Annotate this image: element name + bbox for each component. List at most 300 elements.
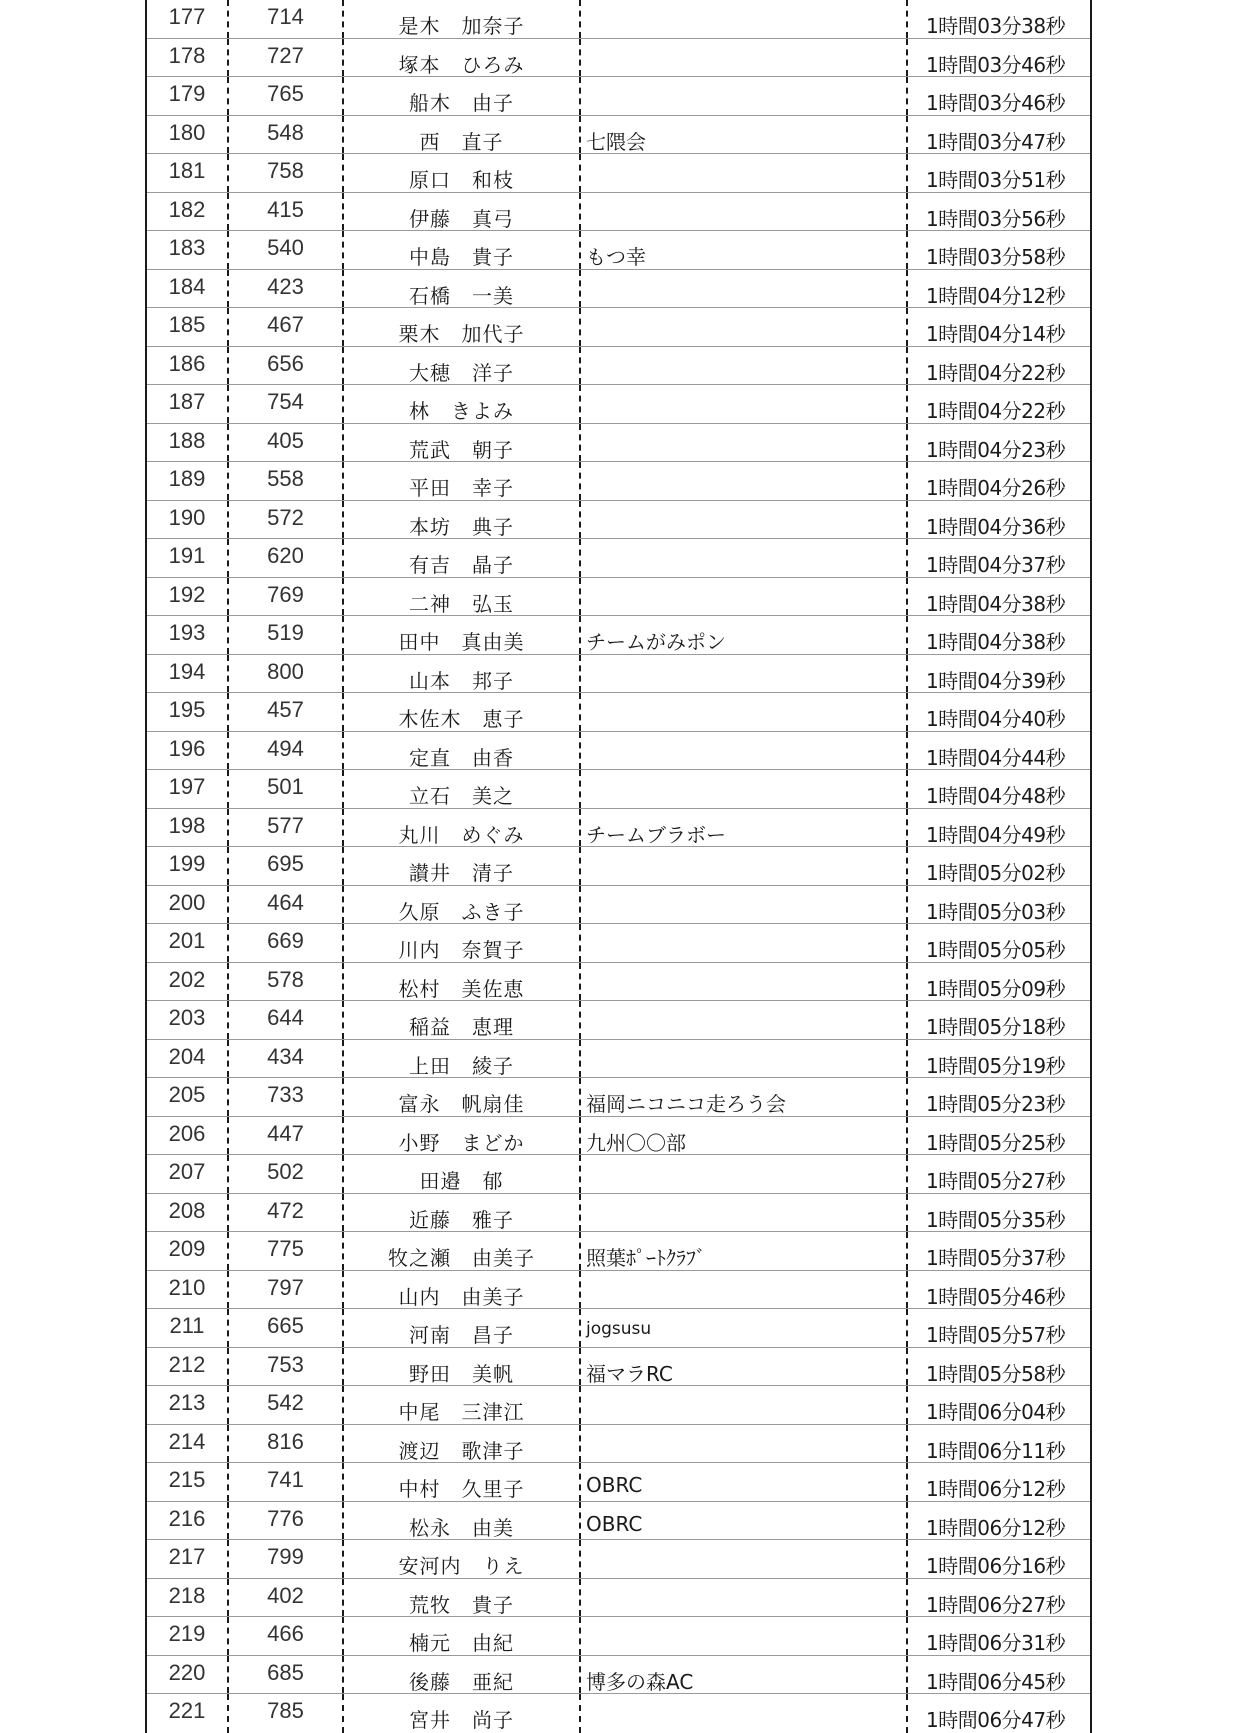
column-divider xyxy=(342,1502,344,1540)
table-row xyxy=(147,847,1090,886)
team-cell xyxy=(581,1540,906,1578)
bib-number-cell: 769 xyxy=(267,581,304,607)
column-divider xyxy=(342,1540,344,1578)
finish-time-cell: 1時間04分12秒 xyxy=(926,283,1066,308)
column-divider xyxy=(906,616,908,654)
bib-number-cell: 656 xyxy=(267,350,304,376)
runner-name-cell: 松村 美佐恵 xyxy=(398,976,525,1001)
team-cell xyxy=(581,924,906,962)
column-divider xyxy=(906,0,908,38)
column-divider xyxy=(579,616,581,654)
column-divider xyxy=(906,231,908,269)
column-divider xyxy=(227,1001,229,1039)
bib-number-cell: 434 xyxy=(267,1043,304,1069)
finish-time-cell: 1時間04分23秒 xyxy=(926,437,1066,462)
table-row xyxy=(147,1425,1090,1464)
team-cell xyxy=(581,1271,906,1309)
runner-name-cell: 渡辺 歌津子 xyxy=(398,1438,525,1463)
column-divider xyxy=(906,1271,908,1309)
team-cell: jogsusu xyxy=(586,1319,652,1339)
rank-cell: 216 xyxy=(168,1505,206,1531)
table-row xyxy=(147,1155,1090,1194)
bib-number-cell: 799 xyxy=(267,1544,304,1569)
bib-number-cell: 540 xyxy=(267,235,304,260)
bib-number-cell: 447 xyxy=(267,1120,304,1146)
runner-name-cell: 近藤 雅子 xyxy=(409,1207,514,1232)
rank-cell: 209 xyxy=(168,1236,206,1261)
column-divider xyxy=(227,1617,229,1655)
rank-cell: 193 xyxy=(168,620,206,645)
column-divider xyxy=(579,1502,581,1540)
rank-cell: 201 xyxy=(168,928,206,953)
team-cell xyxy=(581,1040,906,1078)
table-row xyxy=(147,1502,1090,1541)
runner-name-cell: 河南 昌子 xyxy=(409,1323,514,1347)
column-divider xyxy=(906,539,908,577)
team-cell xyxy=(581,539,906,577)
column-divider xyxy=(906,578,908,616)
team-cell xyxy=(581,1386,906,1424)
team-cell xyxy=(581,1579,906,1617)
column-divider xyxy=(227,385,229,423)
column-divider xyxy=(906,1656,908,1694)
bib-number-cell: 577 xyxy=(267,812,304,838)
runner-name-cell: 原口 和枝 xyxy=(409,168,514,192)
column-divider xyxy=(579,1386,581,1424)
team-cell xyxy=(581,847,906,885)
column-divider xyxy=(579,924,581,962)
table-row xyxy=(147,1579,1090,1618)
runner-name-cell: 楠元 由紀 xyxy=(409,1631,514,1655)
column-divider xyxy=(342,1617,344,1655)
column-divider xyxy=(342,847,344,885)
column-divider xyxy=(579,154,581,192)
finish-time-cell: 1時間03分56秒 xyxy=(926,206,1066,231)
column-divider xyxy=(342,308,344,346)
team-cell xyxy=(581,77,906,115)
table-row xyxy=(147,963,1090,1002)
finish-time-cell: 1時間06分16秒 xyxy=(926,1554,1066,1578)
column-divider xyxy=(579,308,581,346)
column-divider xyxy=(342,231,344,269)
table-row xyxy=(147,193,1090,232)
bib-number-cell: 758 xyxy=(267,158,304,183)
column-divider xyxy=(342,116,344,154)
column-divider xyxy=(342,693,344,731)
team-cell xyxy=(581,1155,906,1193)
team-cell xyxy=(581,424,906,462)
finish-time-cell: 1時間05分25秒 xyxy=(926,1130,1066,1155)
column-divider xyxy=(342,1117,344,1155)
column-divider xyxy=(227,193,229,231)
column-divider xyxy=(342,1155,344,1193)
finish-time-cell: 1時間04分38秒 xyxy=(926,630,1066,654)
column-divider xyxy=(342,154,344,192)
column-divider xyxy=(227,539,229,577)
bib-number-cell: 457 xyxy=(267,697,304,722)
rank-cell: 215 xyxy=(168,1467,206,1492)
column-divider xyxy=(906,308,908,346)
column-divider xyxy=(579,809,581,847)
finish-time-cell: 1時間03分38秒 xyxy=(926,14,1066,38)
column-divider xyxy=(342,924,344,962)
rank-cell: 200 xyxy=(168,889,206,915)
column-divider xyxy=(906,1309,908,1347)
team-cell xyxy=(581,308,906,346)
column-divider xyxy=(906,1001,908,1039)
finish-time-cell: 1時間05分02秒 xyxy=(926,861,1066,885)
bib-number-cell: 727 xyxy=(267,42,304,68)
runner-name-cell: 立石 美之 xyxy=(409,784,514,808)
table-row xyxy=(147,616,1090,655)
team-cell: OBRC xyxy=(586,1473,643,1497)
runner-name-cell: 牧之瀬 由美子 xyxy=(388,1246,535,1270)
table-row xyxy=(147,1348,1090,1387)
bib-number-cell: 775 xyxy=(267,1236,304,1261)
runner-name-cell: 船木 由子 xyxy=(409,91,514,115)
column-divider xyxy=(579,424,581,462)
bib-number-cell: 733 xyxy=(267,1082,304,1107)
rank-cell: 214 xyxy=(168,1428,206,1454)
runner-name-cell: 二神 弘玉 xyxy=(409,591,514,616)
bib-number-cell: 644 xyxy=(267,1005,304,1030)
team-cell xyxy=(581,1194,906,1232)
column-divider xyxy=(579,1425,581,1463)
runner-name-cell: 久原 ふき子 xyxy=(398,899,525,924)
team-cell xyxy=(581,347,906,385)
bib-number-cell: 695 xyxy=(267,851,304,876)
column-divider xyxy=(342,347,344,385)
rank-cell: 204 xyxy=(168,1043,206,1069)
finish-time-cell: 1時間06分27秒 xyxy=(926,1592,1066,1617)
table-row xyxy=(147,886,1090,925)
finish-time-cell: 1時間05分27秒 xyxy=(926,1169,1066,1193)
column-divider xyxy=(906,847,908,885)
column-divider xyxy=(579,1656,581,1694)
rank-cell: 177 xyxy=(168,4,206,29)
column-divider xyxy=(342,39,344,77)
column-divider xyxy=(342,655,344,693)
rank-cell: 202 xyxy=(168,966,206,992)
rank-cell: 205 xyxy=(168,1082,206,1107)
team-cell xyxy=(581,693,906,731)
finish-time-cell: 1時間05分19秒 xyxy=(926,1053,1066,1078)
team-cell: 福岡ニコニコ走ろう会 xyxy=(586,1092,786,1116)
column-divider xyxy=(579,1694,581,1733)
finish-time-cell: 1時間06分31秒 xyxy=(926,1631,1066,1655)
finish-time-cell: 1時間06分12秒 xyxy=(926,1515,1066,1540)
team-cell: 福マラRC xyxy=(586,1361,673,1386)
finish-time-cell: 1時間04分22秒 xyxy=(926,360,1066,385)
column-divider xyxy=(579,193,581,231)
column-divider xyxy=(579,270,581,308)
team-cell xyxy=(581,462,906,500)
table-row xyxy=(147,1617,1090,1656)
runner-name-cell: 林 きよみ xyxy=(409,399,514,423)
column-divider xyxy=(227,847,229,885)
runner-name-cell: 山内 由美子 xyxy=(398,1284,525,1309)
column-divider xyxy=(342,1656,344,1694)
column-divider xyxy=(906,154,908,192)
team-cell: もつ幸 xyxy=(586,245,646,269)
rank-cell: 198 xyxy=(168,812,206,838)
runner-name-cell: 石橋 一美 xyxy=(409,283,514,308)
rank-cell: 195 xyxy=(168,697,206,722)
team-cell xyxy=(581,39,906,77)
column-divider xyxy=(579,1117,581,1155)
column-divider xyxy=(579,1232,581,1270)
table-row xyxy=(147,1001,1090,1040)
team-cell: 博多の森AC xyxy=(586,1669,694,1694)
bib-number-cell: 415 xyxy=(267,196,304,222)
finish-time-cell: 1時間05分09秒 xyxy=(926,976,1066,1001)
table-row xyxy=(147,578,1090,617)
column-divider xyxy=(342,886,344,924)
rank-cell: 183 xyxy=(168,235,206,260)
column-divider xyxy=(342,1271,344,1309)
column-divider xyxy=(342,1386,344,1424)
column-divider xyxy=(227,655,229,693)
column-divider xyxy=(227,1348,229,1386)
table-row xyxy=(147,770,1090,809)
column-divider xyxy=(906,424,908,462)
team-cell xyxy=(581,501,906,539)
column-divider xyxy=(227,732,229,770)
team-cell xyxy=(581,154,906,192)
bib-number-cell: 467 xyxy=(267,312,304,337)
finish-time-cell: 1時間04分14秒 xyxy=(926,322,1066,346)
column-divider xyxy=(906,1386,908,1424)
column-divider xyxy=(906,1232,908,1270)
bib-number-cell: 402 xyxy=(267,1582,304,1608)
rank-cell: 199 xyxy=(168,851,206,876)
table-row xyxy=(147,1386,1090,1425)
column-divider xyxy=(906,116,908,154)
runner-name-cell: 丸川 めぐみ xyxy=(398,822,525,847)
bib-number-cell: 548 xyxy=(267,119,304,145)
bib-number-cell: 665 xyxy=(267,1313,304,1338)
column-divider xyxy=(342,1078,344,1116)
team-cell: 七隈会 xyxy=(586,129,646,154)
table-row xyxy=(147,1117,1090,1156)
team-cell xyxy=(581,770,906,808)
finish-time-cell: 1時間05分18秒 xyxy=(926,1015,1066,1039)
column-divider xyxy=(906,385,908,423)
column-divider xyxy=(906,732,908,770)
finish-time-cell: 1時間03分46秒 xyxy=(926,91,1066,115)
runner-name-cell: 田中 真由美 xyxy=(398,630,525,654)
bib-number-cell: 620 xyxy=(267,543,304,568)
finish-time-cell: 1時間03分58秒 xyxy=(926,245,1066,269)
team-cell: OBRC xyxy=(586,1511,643,1536)
table-row xyxy=(147,231,1090,270)
runner-name-cell: 小野 まどか xyxy=(398,1130,525,1155)
column-divider xyxy=(579,1194,581,1232)
results-table xyxy=(145,0,1092,1733)
table-row xyxy=(147,501,1090,540)
column-divider xyxy=(906,1540,908,1578)
runner-name-cell: 安河内 りえ xyxy=(398,1554,525,1578)
column-divider xyxy=(906,1463,908,1501)
bib-number-cell: 464 xyxy=(267,889,304,915)
column-divider xyxy=(342,1425,344,1463)
runner-name-cell: 田邉 郁 xyxy=(419,1169,504,1193)
column-divider xyxy=(906,1579,908,1617)
column-divider xyxy=(227,347,229,385)
column-divider xyxy=(342,77,344,115)
column-divider xyxy=(227,1579,229,1617)
team-cell: チームブラボー xyxy=(586,822,726,847)
rank-cell: 189 xyxy=(168,466,206,491)
rank-cell: 217 xyxy=(168,1544,206,1569)
column-divider xyxy=(227,886,229,924)
column-divider xyxy=(579,1040,581,1078)
column-divider xyxy=(342,1348,344,1386)
runner-name-cell: 是木 加奈子 xyxy=(398,14,525,38)
table-row xyxy=(147,1078,1090,1117)
runner-name-cell: 塚本 ひろみ xyxy=(398,52,525,77)
column-divider xyxy=(579,539,581,577)
column-divider xyxy=(579,732,581,770)
table-row xyxy=(147,0,1090,39)
finish-time-cell: 1時間05分35秒 xyxy=(926,1207,1066,1232)
runner-name-cell: 荒牧 貴子 xyxy=(409,1592,514,1617)
bib-number-cell: 423 xyxy=(267,273,304,299)
runner-name-cell: 大穂 洋子 xyxy=(409,360,514,385)
column-divider xyxy=(906,39,908,77)
finish-time-cell: 1時間04分37秒 xyxy=(926,553,1066,577)
finish-time-cell: 1時間05分03秒 xyxy=(926,899,1066,924)
column-divider xyxy=(227,270,229,308)
column-divider xyxy=(227,1502,229,1540)
column-divider xyxy=(227,77,229,115)
column-divider xyxy=(906,655,908,693)
column-divider xyxy=(579,1463,581,1501)
bib-number-cell: 501 xyxy=(267,774,304,799)
team-cell xyxy=(581,270,906,308)
column-divider xyxy=(579,231,581,269)
rank-cell: 190 xyxy=(168,504,206,530)
rank-cell: 218 xyxy=(168,1582,206,1608)
table-row xyxy=(147,1656,1090,1695)
runner-name-cell: 荒武 朝子 xyxy=(409,437,514,462)
finish-time-cell: 1時間03分46秒 xyxy=(926,52,1066,77)
column-divider xyxy=(227,1040,229,1078)
column-divider xyxy=(342,732,344,770)
column-divider xyxy=(579,462,581,500)
rank-cell: 196 xyxy=(168,735,206,761)
table-row xyxy=(147,809,1090,848)
finish-time-cell: 1時間04分26秒 xyxy=(926,476,1066,500)
team-cell xyxy=(581,578,906,616)
column-divider xyxy=(227,231,229,269)
column-divider xyxy=(227,1117,229,1155)
column-divider xyxy=(906,963,908,1001)
column-divider xyxy=(906,77,908,115)
team-cell: チームがみポン xyxy=(586,630,726,654)
column-divider xyxy=(227,1656,229,1694)
runner-name-cell: 松永 由美 xyxy=(409,1515,514,1540)
column-divider xyxy=(906,462,908,500)
column-divider xyxy=(579,0,581,38)
runner-name-cell: 後藤 亜紀 xyxy=(409,1669,514,1694)
rank-cell: 181 xyxy=(168,158,206,183)
column-divider xyxy=(579,1579,581,1617)
runner-name-cell: 山本 邦子 xyxy=(409,668,514,693)
bib-number-cell: 519 xyxy=(267,620,304,645)
finish-time-cell: 1時間06分11秒 xyxy=(926,1438,1066,1463)
column-divider xyxy=(906,1502,908,1540)
table-row xyxy=(147,924,1090,963)
table-row xyxy=(147,308,1090,347)
finish-time-cell: 1時間06分12秒 xyxy=(926,1477,1066,1501)
column-divider xyxy=(227,1694,229,1733)
column-divider xyxy=(579,77,581,115)
table-row xyxy=(147,347,1090,386)
rank-cell: 188 xyxy=(168,427,206,453)
runner-name-cell: 稲益 恵理 xyxy=(409,1015,514,1039)
column-divider xyxy=(342,809,344,847)
table-row xyxy=(147,116,1090,155)
finish-time-cell: 1時間06分47秒 xyxy=(926,1708,1066,1732)
column-divider xyxy=(342,1463,344,1501)
rank-cell: 213 xyxy=(168,1390,206,1415)
table-row xyxy=(147,1694,1090,1733)
bib-number-cell: 776 xyxy=(267,1505,304,1531)
column-divider xyxy=(342,1194,344,1232)
table-row xyxy=(147,655,1090,694)
column-divider xyxy=(579,501,581,539)
rank-cell: 197 xyxy=(168,774,206,799)
finish-time-cell: 1時間05分23秒 xyxy=(926,1092,1066,1116)
column-divider xyxy=(579,347,581,385)
column-divider xyxy=(579,1348,581,1386)
runner-name-cell: 伊藤 真弓 xyxy=(409,206,514,231)
finish-time-cell: 1時間05分57秒 xyxy=(926,1323,1066,1347)
column-divider xyxy=(342,193,344,231)
column-divider xyxy=(579,116,581,154)
column-divider xyxy=(906,193,908,231)
column-divider xyxy=(579,655,581,693)
rank-cell: 186 xyxy=(168,350,206,376)
column-divider xyxy=(227,462,229,500)
rank-cell: 184 xyxy=(168,273,206,299)
column-divider xyxy=(906,809,908,847)
team-cell: 九州〇〇部 xyxy=(586,1130,686,1155)
bib-number-cell: 502 xyxy=(267,1159,304,1184)
runner-name-cell: 川内 奈賀子 xyxy=(398,938,525,962)
column-divider xyxy=(579,1155,581,1193)
team-cell xyxy=(581,732,906,770)
rank-cell: 219 xyxy=(168,1621,206,1646)
bib-number-cell: 669 xyxy=(267,928,304,953)
column-divider xyxy=(227,1155,229,1193)
column-divider xyxy=(579,886,581,924)
column-divider xyxy=(579,1271,581,1309)
rank-cell: 208 xyxy=(168,1197,206,1223)
column-divider xyxy=(342,385,344,423)
column-divider xyxy=(579,1617,581,1655)
table-row xyxy=(147,1309,1090,1348)
runner-name-cell: 中島 貴子 xyxy=(409,245,514,269)
column-divider xyxy=(579,770,581,808)
column-divider xyxy=(227,1425,229,1463)
runner-name-cell: 有吉 晶子 xyxy=(409,553,514,577)
column-divider xyxy=(906,693,908,731)
column-divider xyxy=(906,1194,908,1232)
bib-number-cell: 785 xyxy=(267,1698,304,1723)
rank-cell: 210 xyxy=(168,1274,206,1300)
